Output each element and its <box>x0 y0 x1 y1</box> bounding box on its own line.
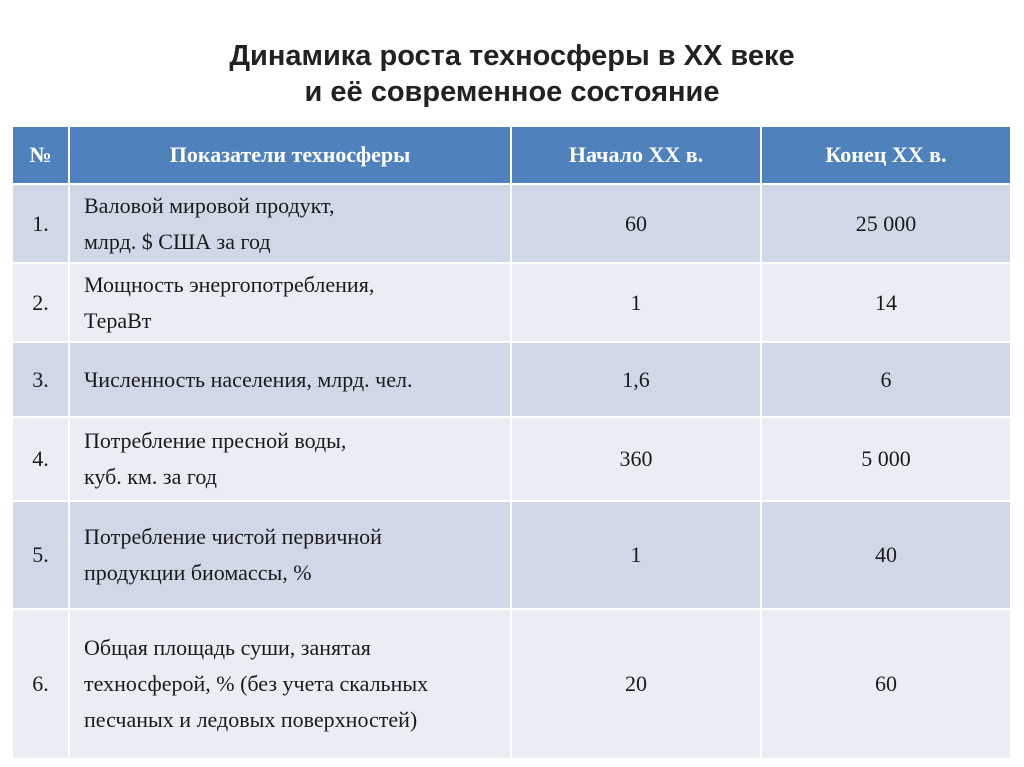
indicator-line: Валовой мировой продукт, <box>84 192 335 218</box>
indicator-line: куб. км. за год <box>84 464 217 489</box>
table-row <box>12 501 1011 609</box>
start-value: 60 <box>511 184 761 263</box>
start-value: 20 <box>511 609 761 759</box>
row-number: 5. <box>12 501 69 609</box>
indicator-line: ТераВт <box>84 307 152 333</box>
table-header-row <box>12 126 1011 184</box>
header-end-of-century: Конец XX в. <box>761 126 1011 184</box>
row-indicator <box>69 501 511 609</box>
slide-title-line-2: и её современное состояние <box>304 76 720 108</box>
indicator-line: Общая площадь суши, занятая <box>84 635 371 660</box>
table-row <box>12 609 1011 759</box>
end-value: 60 <box>761 609 1011 759</box>
row-indicator <box>69 342 511 417</box>
header-number: № <box>12 126 69 184</box>
slide-title-line-1: Динамика роста техносферы в XX веке <box>229 40 795 72</box>
end-value: 14 <box>761 263 1011 342</box>
row-number: 6. <box>12 609 69 759</box>
technosphere-table <box>11 125 1012 760</box>
row-indicator <box>69 417 511 501</box>
table-row <box>12 184 1011 263</box>
indicator-line: млрд. $ США за год <box>84 228 271 254</box>
indicator-line: Потребление чистой первичной <box>84 524 382 549</box>
indicator-line: продукции биомассы, % <box>84 560 312 585</box>
table-row <box>12 417 1011 501</box>
header-start-of-century: Начало XX в. <box>511 126 761 184</box>
end-value: 6 <box>761 342 1011 417</box>
row-indicator <box>69 184 511 263</box>
row-number: 4. <box>12 417 69 501</box>
header-indicators: Показатели техносферы <box>69 126 511 184</box>
slide-title <box>0 38 1024 110</box>
row-number: 2. <box>12 263 69 342</box>
indicator-line: Численность населения, млрд. чел. <box>84 366 413 392</box>
start-value: 1,6 <box>511 342 761 417</box>
table-row <box>12 263 1011 342</box>
end-value: 5 000 <box>761 417 1011 501</box>
end-value: 40 <box>761 501 1011 609</box>
end-value: 25 000 <box>761 184 1011 263</box>
start-value: 1 <box>511 263 761 342</box>
start-value: 1 <box>511 501 761 609</box>
row-indicator <box>69 609 511 759</box>
row-number: 1. <box>12 184 69 263</box>
indicator-line: Потребление пресной воды, <box>84 428 347 453</box>
indicator-line: песчаных и ледовых поверхностей) <box>84 707 418 732</box>
indicator-line: техносферой, % (без учета скальных <box>84 671 429 696</box>
row-number: 3. <box>12 342 69 417</box>
start-value: 360 <box>511 417 761 501</box>
row-indicator <box>69 263 511 342</box>
table-row <box>12 342 1011 417</box>
indicator-line: Мощность энергопотребления, <box>84 271 375 297</box>
